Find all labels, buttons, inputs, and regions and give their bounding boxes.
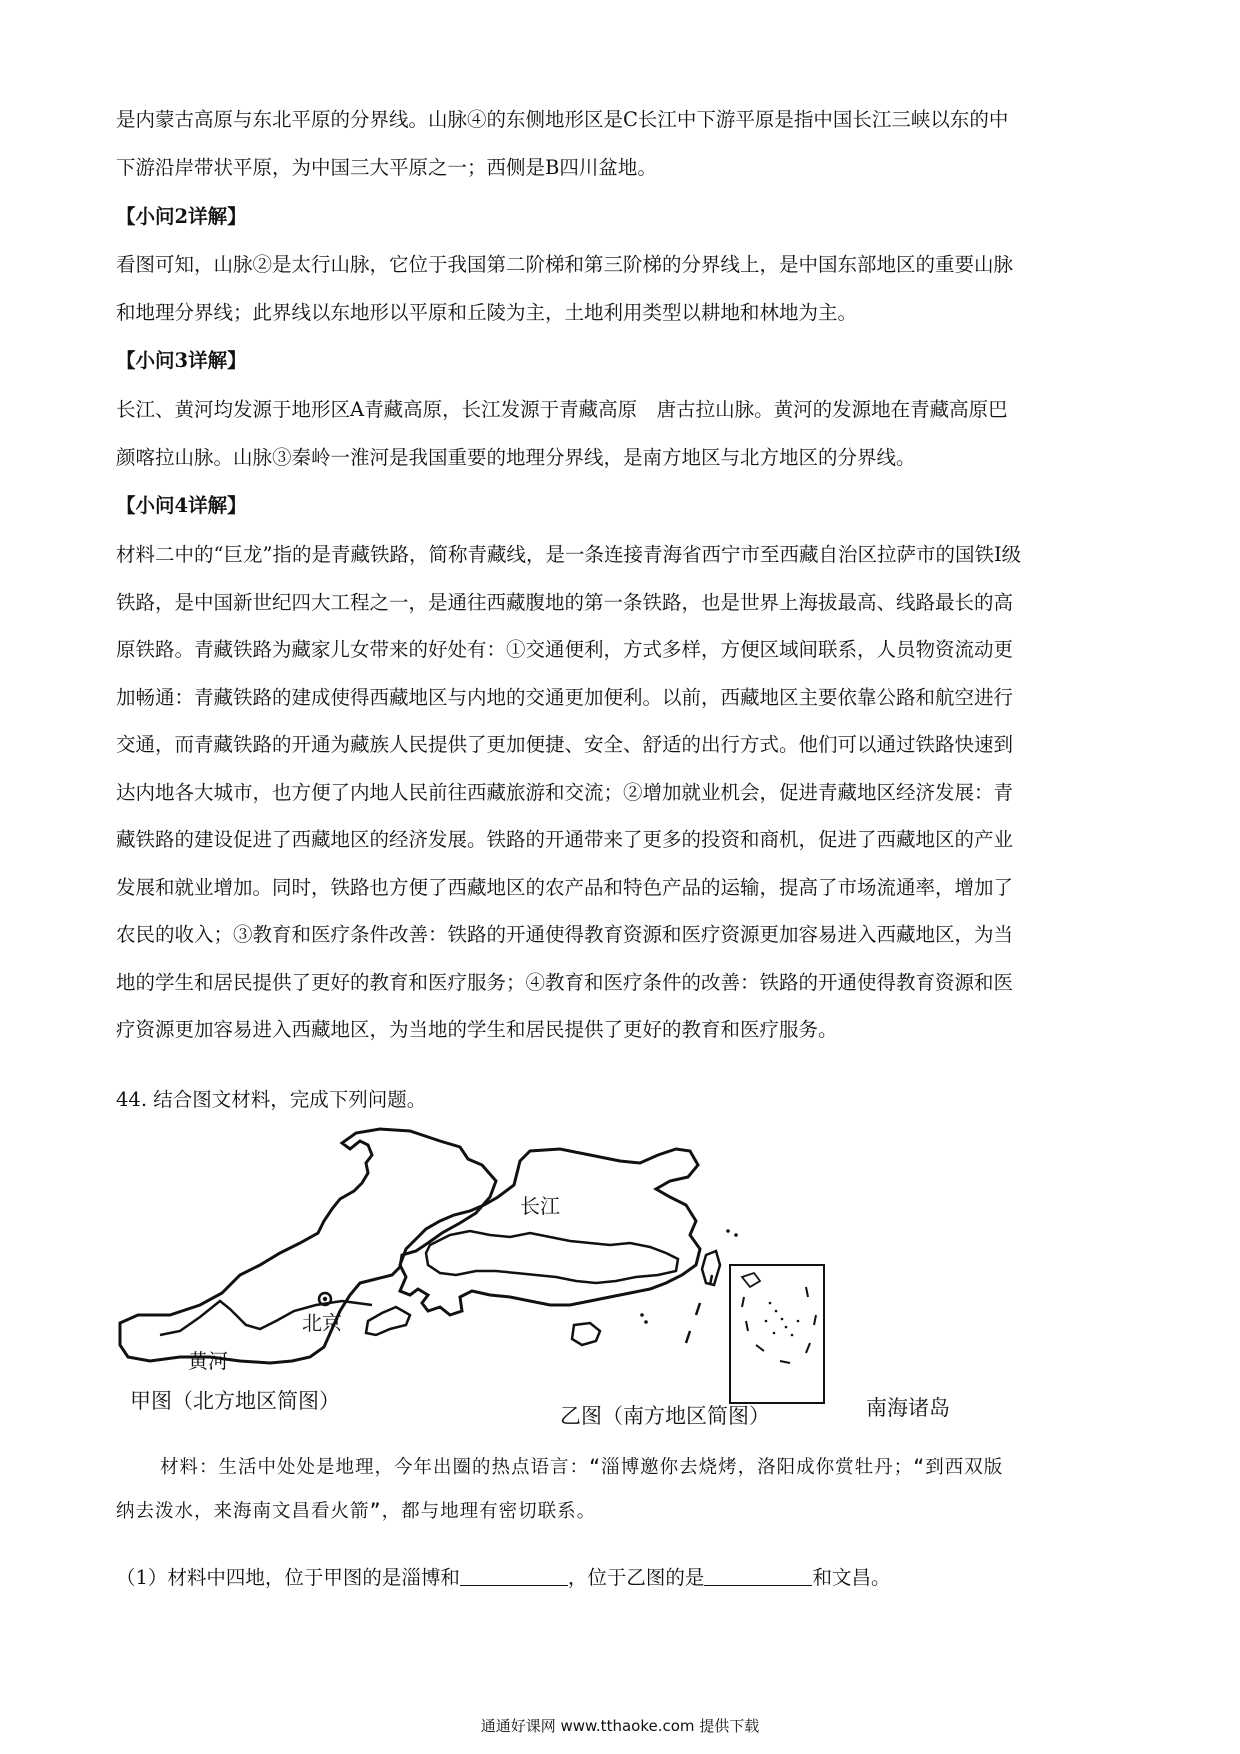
map-jia-caption: 甲图（北方地区简图） xyxy=(130,1389,340,1413)
answer-blank-1[interactable] xyxy=(460,1565,568,1586)
text-line: 材料：生活中处处是地理，今年出圈的热点语言：“淄博邀你去烧烤，洛阳成你赏牡丹；“到西双版 xyxy=(160,1457,1004,1478)
text-line: 地的学生和居民提供了更好的教育和医疗服务；④教育和医疗条件的改善：铁路的开通使得教育资源和医 xyxy=(116,970,1014,994)
hainan-island xyxy=(572,1323,600,1345)
text-line: 交通，而青藏铁路的开通为藏族人民提供了更加便捷、安全、舒适的出行方式。他们可以通过铁路快速到 xyxy=(116,733,1014,756)
text-line: 原铁路。青藏铁路为藏家儿女带来的好处有：①交通便利，方式多样，方便区域间联系，人员物资流动更 xyxy=(116,638,1014,661)
page-footer: 通通好课网 www.tthaoke.com 提供下载 xyxy=(480,1717,760,1735)
text-line: 达内地各大城市，也方便了内地人民前往西藏旅游和交流；②增加就业机会，促进青藏地区经济发展：青 xyxy=(116,780,1014,804)
text-line: 藏铁路的建设促进了西藏地区的经济发展。铁路的开通带来了更多的投资和商机，促进了西藏地区的产业 xyxy=(116,828,1014,851)
text-line: 颜喀拉山脉。山脉③秦岭一淮河是我国重要的地理分界线，是南方地区与北方地区的分界线。 xyxy=(116,445,916,469)
text-line: 下游沿岸带状平原，为中国三大平原之一；西侧是B四川盆地。 xyxy=(116,155,657,179)
text-line: 铁路，是中国新世纪四大工程之一，是通往西藏腹地的第一条铁路，也是世界上海拔最高、线路最长的高 xyxy=(116,590,1014,614)
text-line: 看图可知，山脉②是太行山脉，它位于我国第二阶梯和第三阶梯的分界线上，是中国东部地区的重要山脉 xyxy=(116,253,1014,276)
map-yi-caption: 乙图（南方地区简图） xyxy=(560,1404,770,1428)
paragraph-2 xyxy=(116,241,1126,336)
material-text xyxy=(116,1446,1126,1534)
south-china-sea-inset xyxy=(730,1265,824,1403)
text-line: 长江、黄河均发源于地形区A青藏高原，长江发源于青藏高原 唐古拉山脉。黄河的发源地在青藏高原巴 xyxy=(116,398,1008,421)
shandong-peninsula xyxy=(366,1307,410,1335)
south-china-sea-label: 南海诸岛 xyxy=(866,1396,950,1420)
paragraph-4 xyxy=(116,531,1126,1054)
text-line: 和地理分界线；此界线以东地形以平原和丘陵为主，土地利用类型以耕地和林地为主。 xyxy=(116,300,858,324)
text-line: 纳去泼水，来海南文昌看火箭”，都与地理有密切联系。 xyxy=(116,1501,597,1522)
nine-dash-line xyxy=(742,1287,816,1363)
text-line: 是内蒙古高原与东北平原的分界线。山脉④的东侧地形区是C长江中下游平原是指中国长江三峡以东的中 xyxy=(116,108,1009,131)
huanghe-label: 黄河 xyxy=(188,1349,228,1373)
paragraph-1 xyxy=(116,96,1126,191)
sub-question-1: （1）材料中四地，位于甲图的是淄博和 ，位于乙图的是 和文昌。 xyxy=(116,1566,891,1589)
text-line: 发展和就业增加。同时，铁路也方便了西藏地区的农产品和特色产品的运输，提高了市场流通率，增加了 xyxy=(116,875,1014,899)
section-heading-q2: 【小问2详解】 xyxy=(116,205,247,228)
answer-blank-2[interactable] xyxy=(704,1565,812,1586)
changjiang-label: 长江 xyxy=(520,1194,560,1218)
text-line: 材料二中的“巨龙”指的是青藏铁路，简称青藏线，是一条连接青海省西宁市至西藏自治区拉萨市的国铁I级 xyxy=(116,543,1022,566)
changjiang-river xyxy=(426,1231,678,1283)
question-44-stem: 44. 结合图文材料，完成下列问题。 xyxy=(116,1088,427,1111)
paragraph-3 xyxy=(116,386,1126,481)
section-heading-q3: 【小问3详解】 xyxy=(116,349,247,372)
text-line: 农民的收入；③教育和医疗条件改善：铁路的开通使得教育资源和医疗资源更加容易进入西藏地区，为当 xyxy=(116,923,1014,946)
beijing-label: 北京 xyxy=(302,1311,342,1335)
maps-figure xyxy=(110,1125,970,1410)
section-heading-q4: 【小问4详解】 xyxy=(116,494,247,517)
text-line: 疗资源更加容易进入西藏地区，为当地的学生和居民提供了更好的教育和医疗服务。 xyxy=(116,1018,838,1041)
text-line: 加畅通：青藏铁路的建成使得西藏地区与内地的交通更加便利。以前，西藏地区主要依靠公路和航空进行 xyxy=(116,685,1014,709)
